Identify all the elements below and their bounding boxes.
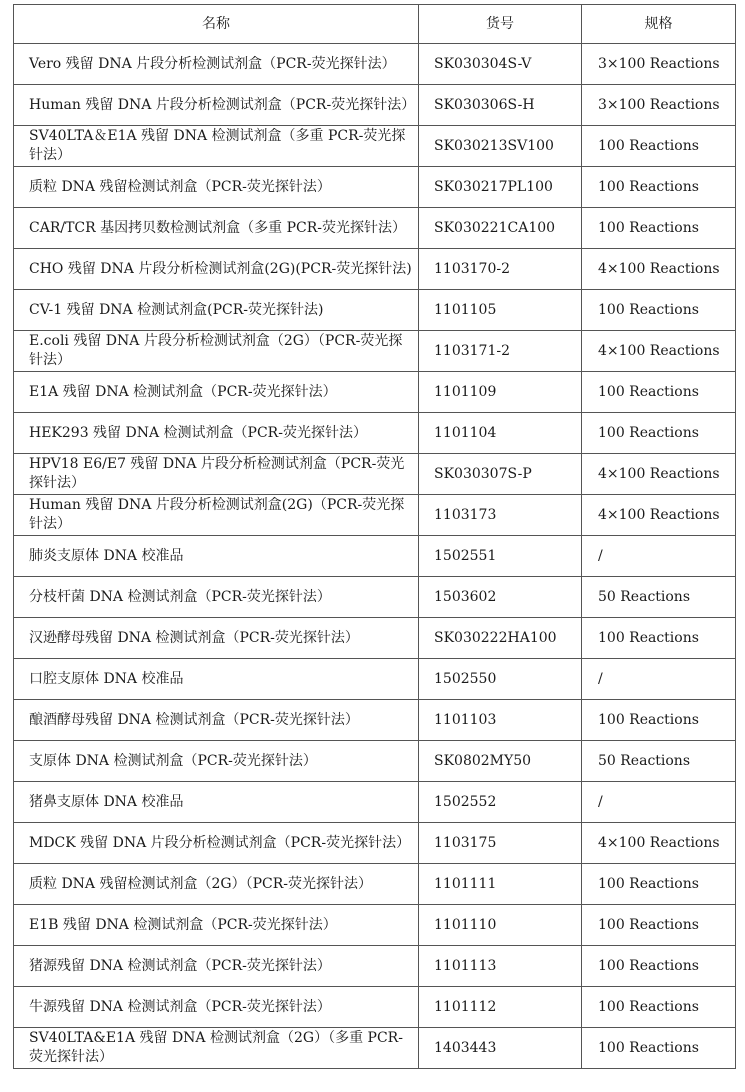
product-spec: 50 Reactions [582,577,736,618]
product-code: 1502550 [419,659,582,700]
product-name: Human 残留 DNA 片段分析检测试剂盒(2G)（PCR-荧光探针法） [14,495,419,536]
product-spec: 100 Reactions [582,1028,736,1069]
product-name: E1B 残留 DNA 检测试剂盒（PCR-荧光探针法） [14,905,419,946]
product-name: 汉逊酵母残留 DNA 检测试剂盒（PCR-荧光探针法） [14,618,419,659]
product-code: 1502551 [419,536,582,577]
table-row [14,823,736,864]
table-row [14,700,736,741]
table-header-row [14,5,736,44]
product-name: MDCK 残留 DNA 片段分析检测试剂盒（PCR-荧光探针法） [14,823,419,864]
product-name: Human 残留 DNA 片段分析检测试剂盒（PCR-荧光探针法） [14,85,419,126]
product-code: 1403443 [419,1028,582,1069]
table-row [14,618,736,659]
table-row [14,85,736,126]
product-code: SK030213SV100 [419,126,582,167]
product-spec: / [582,536,736,577]
product-code: 1103173 [419,495,582,536]
table-row [14,741,736,782]
header-spec: 规格 [582,5,736,44]
product-code: 1101104 [419,413,582,454]
product-name: 酿酒酵母残留 DNA 检测试剂盒（PCR-荧光探针法） [14,700,419,741]
product-name: CAR/TCR 基因拷贝数检测试剂盒（多重 PCR-荧光探针法） [14,208,419,249]
table-row [14,413,736,454]
header-name: 名称 [14,5,419,44]
table-row [14,782,736,823]
product-code: 1101111 [419,864,582,905]
product-spec: 100 Reactions [582,413,736,454]
product-spec: 3×100 Reactions [582,85,736,126]
table-row [14,495,736,536]
product-spec: 4×100 Reactions [582,454,736,495]
table-row [14,577,736,618]
table-row [14,167,736,208]
product-code: 1101103 [419,700,582,741]
product-code: SK030217PL100 [419,167,582,208]
document-page [13,4,735,1069]
product-name: CV-1 残留 DNA 检测试剂盒(PCR-荧光探针法) [14,290,419,331]
product-spec: 3×100 Reactions [582,44,736,85]
product-spec: 4×100 Reactions [582,331,736,372]
table-row [14,905,736,946]
product-spec: 100 Reactions [582,167,736,208]
product-name: HPV18 E6/E7 残留 DNA 片段分析检测试剂盒（PCR-荧光探针法） [14,454,419,495]
product-name: E.coli 残留 DNA 片段分析检测试剂盒（2G）（PCR-荧光探针法） [14,331,419,372]
table-row [14,331,736,372]
product-code: SK030304S-V [419,44,582,85]
header-code: 货号 [419,5,582,44]
table-row [14,208,736,249]
product-code: 1101105 [419,290,582,331]
product-code: SK030306S-H [419,85,582,126]
table-row [14,249,736,290]
product-name: 支原体 DNA 检测试剂盒（PCR-荧光探针法） [14,741,419,782]
product-spec: 4×100 Reactions [582,249,736,290]
table-row [14,1028,736,1069]
product-name: 分枝杆菌 DNA 检测试剂盒（PCR-荧光探针法） [14,577,419,618]
product-name: 猪源残留 DNA 检测试剂盒（PCR-荧光探针法） [14,946,419,987]
product-name: SV40LTA&E1A 残留 DNA 检测试剂盒（2G）（多重 PCR-荧光探针法） [14,1028,419,1069]
product-name: Vero 残留 DNA 片段分析检测试剂盒（PCR-荧光探针法） [14,44,419,85]
product-spec: 100 Reactions [582,290,736,331]
table-row [14,372,736,413]
product-code: SK030307S-P [419,454,582,495]
product-name: E1A 残留 DNA 检测试剂盒（PCR-荧光探针法） [14,372,419,413]
table-row [14,987,736,1028]
product-name: 猪鼻支原体 DNA 校准品 [14,782,419,823]
product-code: SK030222HA100 [419,618,582,659]
table-row [14,454,736,495]
product-code: 1101113 [419,946,582,987]
table-row [14,536,736,577]
product-name: 口腔支原体 DNA 校准品 [14,659,419,700]
product-name: SV40LTA＆E1A 残留 DNA 检测试剂盒（多重 PCR-荧光探针法） [14,126,419,167]
table-row [14,126,736,167]
product-name: CHO 残留 DNA 片段分析检测试剂盒(2G)(PCR-荧光探针法) [14,249,419,290]
product-name: 牛源残留 DNA 检测试剂盒（PCR-荧光探针法） [14,987,419,1028]
product-spec: 100 Reactions [582,372,736,413]
product-spec: 100 Reactions [582,987,736,1028]
product-code: 1101110 [419,905,582,946]
product-spec: 100 Reactions [582,905,736,946]
product-name: HEK293 残留 DNA 检测试剂盒（PCR-荧光探针法） [14,413,419,454]
product-spec: 100 Reactions [582,208,736,249]
table-row [14,44,736,85]
product-code: 1101112 [419,987,582,1028]
product-spec: 4×100 Reactions [582,495,736,536]
product-code: 1503602 [419,577,582,618]
table-row [14,946,736,987]
product-name: 肺炎支原体 DNA 校准品 [14,536,419,577]
product-spec: / [582,782,736,823]
product-code: 1103170-2 [419,249,582,290]
product-spec: 50 Reactions [582,741,736,782]
table-row [14,290,736,331]
product-spec: 4×100 Reactions [582,823,736,864]
product-name: 质粒 DNA 残留检测试剂盒（PCR-荧光探针法） [14,167,419,208]
product-spec: 100 Reactions [582,126,736,167]
product-spec: / [582,659,736,700]
product-code: 1101109 [419,372,582,413]
product-code: 1103171-2 [419,331,582,372]
product-spec: 100 Reactions [582,618,736,659]
table-row [14,864,736,905]
product-code: SK0802MY50 [419,741,582,782]
product-code: SK030221CA100 [419,208,582,249]
product-code: 1103175 [419,823,582,864]
product-spec: 100 Reactions [582,864,736,905]
product-spec: 100 Reactions [582,946,736,987]
table-row [14,659,736,700]
product-table [13,4,736,1069]
product-name: 质粒 DNA 残留检测试剂盒（2G）（PCR-荧光探针法） [14,864,419,905]
product-code: 1502552 [419,782,582,823]
product-spec: 100 Reactions [582,700,736,741]
